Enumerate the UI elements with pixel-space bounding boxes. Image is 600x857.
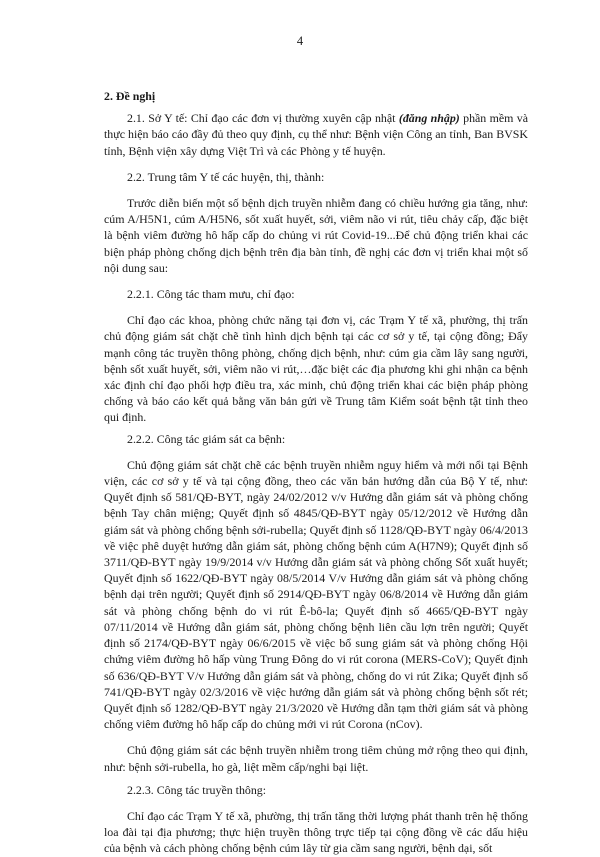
section-heading: 2. Đề nghị [104,89,156,103]
subsection-2-2-3-heading: 2.2.3. Công tác truyền thông: [127,782,267,797]
paragraph-2-1 [104,110,528,159]
subsection-2-2-2-heading: 2.2.2. Công tác giám sát ca bệnh: [127,431,286,446]
communication-paragraph: Chỉ đạo các Trạm Y tế xã, phường, thị trấn tăng thời lượng phát thanh trên hệ thống loa đài tại địa phương; thực hiện truyền thông trực tiếp tại cộng đồng về các dấu hiệu của bệnh và cách phòng chống bệnh cúm lây từ gia cầm sang người, bệnh dại, sốt [104,808,528,856]
advisory-paragraph: Chỉ đạo các khoa, phòng chức năng tại đơn vị, các Trạm Y tế xã, phường, thị trấn chủ động giám sát chặt chẽ tình hình dịch bệnh tại các cơ sở y tế, tại cộng đồng; Đẩy mạnh công tác truyền thông phòng, chống dịch bệnh, như: cúm gia cầm lây sang người, bệnh sốt xuất huyết, sởi, viêm não vi rút,…đặc biệt các địa phương khi ghi nhận ca bệnh xác định chỉ đạo phối hợp điều tra, xác minh, chủ động triển khai các biện pháp phòng chống và báo cáo kết quả bằng văn bản gửi về Trung tâm Kiểm soát bệnh tật tỉnh theo qui định. [104,313,528,425]
document-body [104,88,528,857]
page-number: 4 [296,34,304,48]
subsection-2-2-1-heading: 2.2.1. Công tác tham mưu, chỉ đạo: [127,287,295,302]
paragraph-2-2: 2.2. Trung tâm Y tế các huyện, thị, thành: [127,169,325,184]
intro-paragraph: Trước diễn biến một số bệnh dịch truyền nhiễm đang có chiều hướng gia tăng, như: cúm A/H5N1, cúm A/H5N6, sốt xuất huyết, sởi, viêm não vi rút, tiêu chảy cấp, đặc biệt là bệnh viêm đường hô hấp cấp do chủng vi rút Covid-19...Để chủ động triển khai các biện pháp phòng chống dịch bệnh trên địa bàn tỉnh, đề nghị các đơn vị triển khai một số nội dung sau: [104,196,528,275]
login-emphasis: (đăng nhập) [398,111,460,126]
epi-surveillance-paragraph: Chủ động giám sát các bệnh truyền nhiễm trong tiêm chủng mở rộng theo qui định, như: bệnh sởi-rubella, ho gà, liệt mềm cấp/nghi bại liệt. [104,743,528,774]
paragraph-2-1-text-after: phần mềm và thực hiện báo cáo đầy đủ theo quy định, cụ thể như: Bệnh viện Công an tỉnh, Ban BVSK tỉnh, Bệnh viện xây dựng Việt Trì và các Phòng y tế huyện. [104,111,529,158]
surveillance-paragraph: Chủ động giám sát chặt chẽ các bệnh truyền nhiễm nguy hiểm và mới nổi tại Bệnh viện, các cơ sở y tế và tại cộng đồng, theo các văn bản hướng dẫn của Bộ Y tế, như: Quyết định số 581/QĐ-BYT, ngày 24/02/2012 v/v Hướng dẫn giám sát và phòng chống bệnh Tay chân miệng; Quyết định số 4845/QĐ-BYT ngày 05/12/2012 về Hướng dẫn giám sát và phòng chống bệnh sởi-rubella; Quyết định số 1128/QĐ-BYT ngày 06/4/2013 về việc phê duyệt hướng dẫn giám sát, phòng chống bệnh cúm A(H7N9); Quyết định số 3711/QĐ-BYT ngày 19/9/2014 v/v Hướng dẫn giám sát và phòng chống Sốt xuất huyết; Quyết định số 1622/QĐ-BYT ngày 08/5/2014 V/v Hướng dẫn giám sát và phòng chống bệnh dại trên người; Quyết định số 2914/QĐ-BYT ngày 06/8/2014 về Hướng dẫn giám sát và phòng chống bệnh do vi rút Ê-bô-la; Quyết định số 4665/QĐ-BYT ngày 07/11/2014 về Hướng dẫn giám sát, phòng chống bệnh liên cầu lợn trên người; Quyết định số 2174/QĐ-BYT ngày 06/6/2015 về việc bổ sung giám sát và phòng chống Hội chứng viêm đường hô hấp vùng Trung Đông do vi rút corona (MERS-CoV); Quyết định số 636/QĐ-BYT V/v Hướng dẫn giám sát và phòng, chống do vi rút Zika; Quyết định số 741/QĐ-BYT ngày 02/3/2016 về việc hướng dẫn giám sát và phòng chống bệnh sốt rét; Quyết định số 1282/QĐ-BYT ngày 21/3/2020 về Hướng dẫn tạm thời giám sát và phòng chống viêm đường hô hấp cấp do chủng mới vi rút Corona (nCov). [104,457,528,732]
paragraph-2-1-text-before: 2.1. Sở Y tế: Chỉ đạo các đơn vị thường xuyên cập nhật [127,111,399,126]
